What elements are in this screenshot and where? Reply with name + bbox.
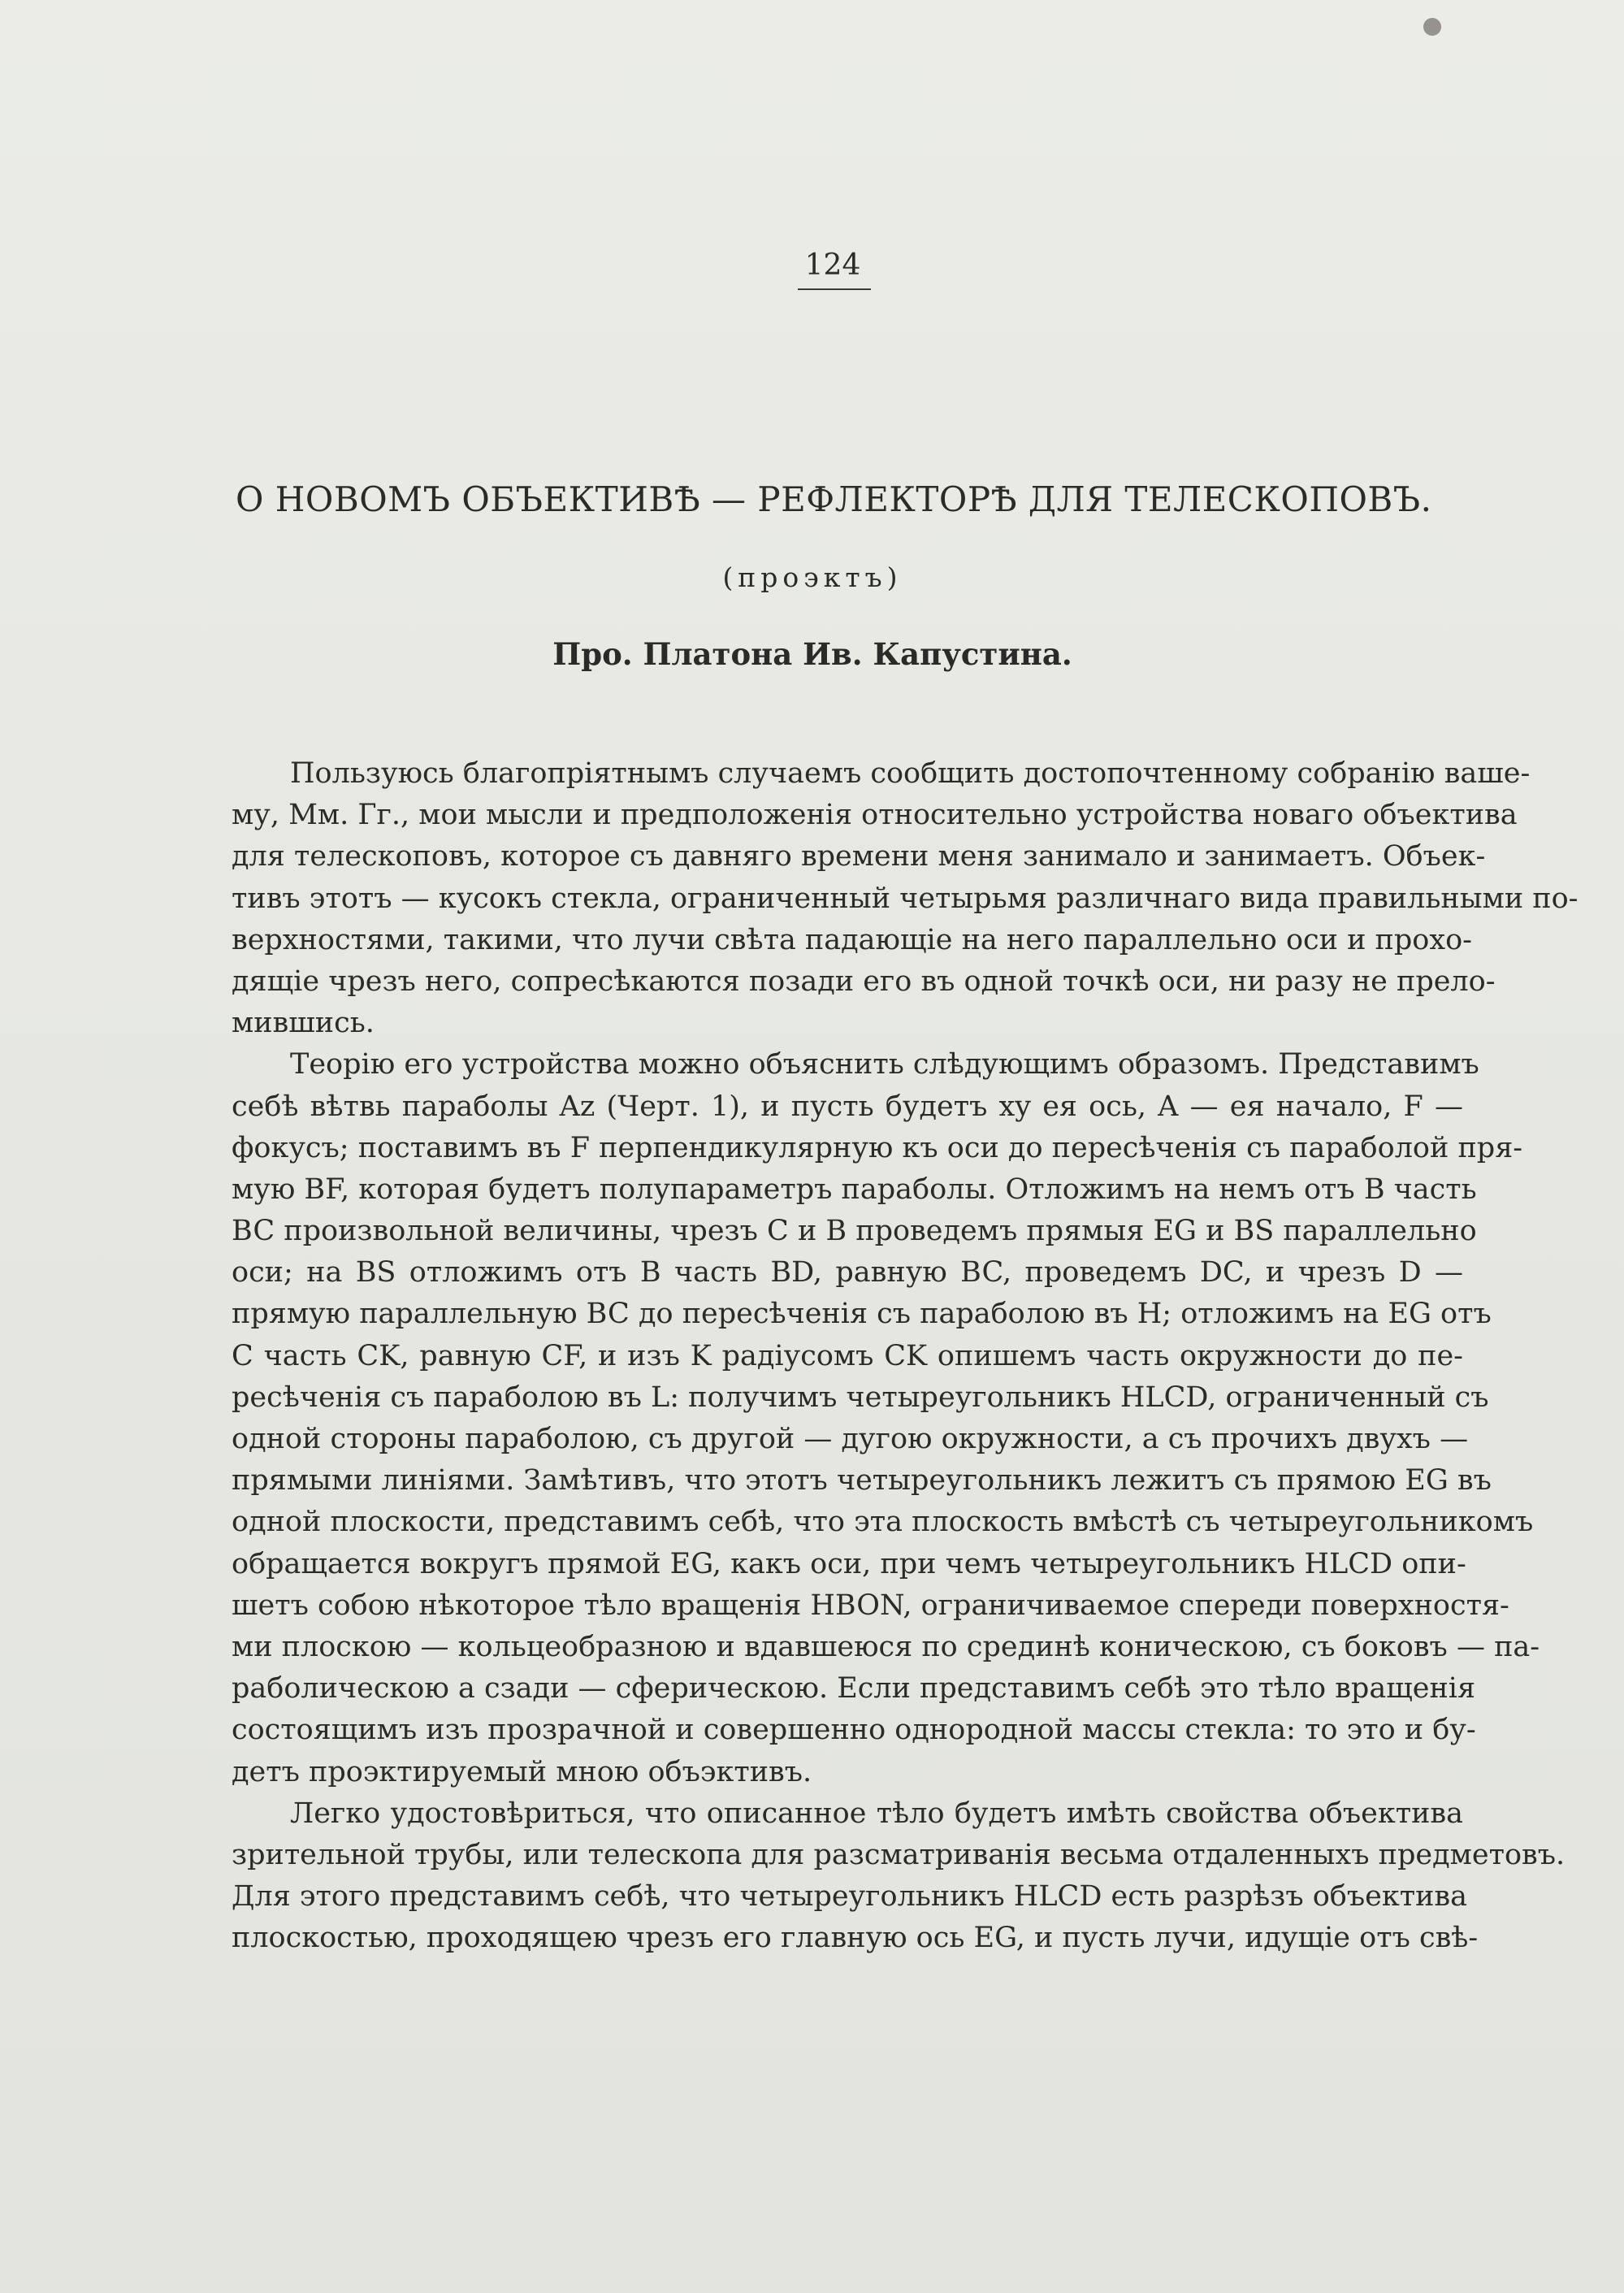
article-subtitle: (проэктъ)	[722, 561, 903, 593]
text-line: плоскостью, проходящею чрезъ его главную ось EG, и пусть лучи, идущіе отъ свѣ-	[232, 1922, 1479, 1955]
text-line: фокусъ; поставимъ въ F перпендикулярную къ оси до пересѣченія съ параболой пря-	[232, 1131, 1523, 1164]
text-line: состоящимъ изъ прозрачной и совершенно однородной массы стекла: то это и бу-	[232, 1714, 1476, 1747]
text-line: Теорію его устройства можно объяснить слѣдующимъ образомъ. Представимъ	[290, 1048, 1479, 1081]
text-line: Для этого представимъ себѣ, что четыреугольникъ HLCD есть разрѣзъ объектива	[232, 1880, 1467, 1914]
text-line: шетъ собою нѣкоторое тѣло вращенія HBON, ограничиваемое спереди поверхностя-	[232, 1589, 1509, 1622]
ink-stain	[1423, 18, 1441, 36]
page-number-rule	[798, 288, 871, 290]
text-line: ми плоскою — кольцеобразною и вдавшеюся по срединѣ коническою, съ боковъ — па-	[232, 1630, 1540, 1663]
text-line: Легко удостовѣриться, что описанное тѣло будетъ имѣть свойства объектива	[290, 1797, 1463, 1830]
text-line: BC произвольной величины, чрезъ C и B проведемъ прямыя EG и BS параллельно	[232, 1215, 1477, 1248]
text-line: раболическою а сзади — сферическою. Если представимъ себѣ это тѣло вращенія	[232, 1672, 1476, 1706]
text-line: детъ проэктируемый мною объэктивъ.	[232, 1755, 812, 1788]
text-line: тивъ этотъ — кусокъ стекла, ограниченный четырьмя различнаго вида правильными по-	[232, 882, 1579, 915]
article-body	[232, 753, 1579, 1959]
text-line: ресѣченія съ параболою въ L: получимъ четыреугольникъ HLCD, ограниченный съ	[232, 1381, 1489, 1414]
text-line: C часть CK, равную CF, и изъ K радіусомъ CK опишемъ часть окружности до пе-	[232, 1339, 1463, 1372]
paragraph	[232, 753, 1579, 1044]
text-line: одной стороны параболою, съ другой — дугою окружности, а съ прочихъ двухъ —	[232, 1423, 1469, 1455]
text-line: для телескоповъ, которое съ давняго времени меня занимало и занимаетъ. Объек-	[232, 840, 1486, 873]
text-line: зрительной трубы, или телескопа для разсматриванія весьма отдаленныхъ предметовъ.	[232, 1838, 1566, 1871]
page-number: 124	[804, 249, 861, 282]
paragraph	[232, 1793, 1566, 1960]
article-author: Про. Платона Ив. Капустина.	[552, 636, 1072, 672]
text-line: обращается вокругъ прямой EG, какъ оси, при чемъ четыреугольникъ HLCD опи-	[232, 1547, 1466, 1580]
text-line: верхностями, такими, что лучи свѣта падающіе на него параллельно оси и прохо-	[232, 923, 1472, 956]
text-line: прямыми линіями. Замѣтивъ, что этотъ четыреугольникъ лежитъ съ прямою EG въ	[232, 1464, 1492, 1498]
text-line: прямую параллельную BC до пересѣченія съ параболою въ H; отложимъ на EG отъ	[232, 1298, 1492, 1331]
text-line: му, Мм. Гг., мои мысли и предположенія относительно устройства новаго объектива	[232, 799, 1518, 832]
text-line: одной плоскости, представимъ себѣ, что эта плоскость вмѣстѣ съ четыреугольникомъ	[232, 1506, 1534, 1539]
text-line: Пользуюсь благопріятнымъ случаемъ сообщить достопочтенному собранію ваше-	[290, 757, 1531, 790]
text-line: дящіе чрезъ него, сопресѣкаются позади его въ одной точкѣ оси, ни разу не прело-	[232, 964, 1496, 998]
paragraph	[232, 1044, 1540, 1792]
text-line: оси; на BS отложимъ отъ B часть BD, равную BC, проведемъ DC, и чрезъ D —	[232, 1256, 1463, 1290]
text-line: мившись.	[232, 1007, 375, 1040]
text-line: себѣ вѣтвь параболы Az (Черт. 1), и пусть будетъ xy ея ось, A — ея начало, F —	[232, 1090, 1463, 1123]
text-line: мую BF, которая будетъ полупараметръ параболы. Отложимъ на немъ отъ B часть	[232, 1173, 1477, 1206]
article-title: О НОВОМЪ ОБЪЕКТИВѢ — РЕФЛЕКТОРѢ ДЛЯ ТЕЛЕСКОПОВЪ.	[236, 479, 1432, 519]
